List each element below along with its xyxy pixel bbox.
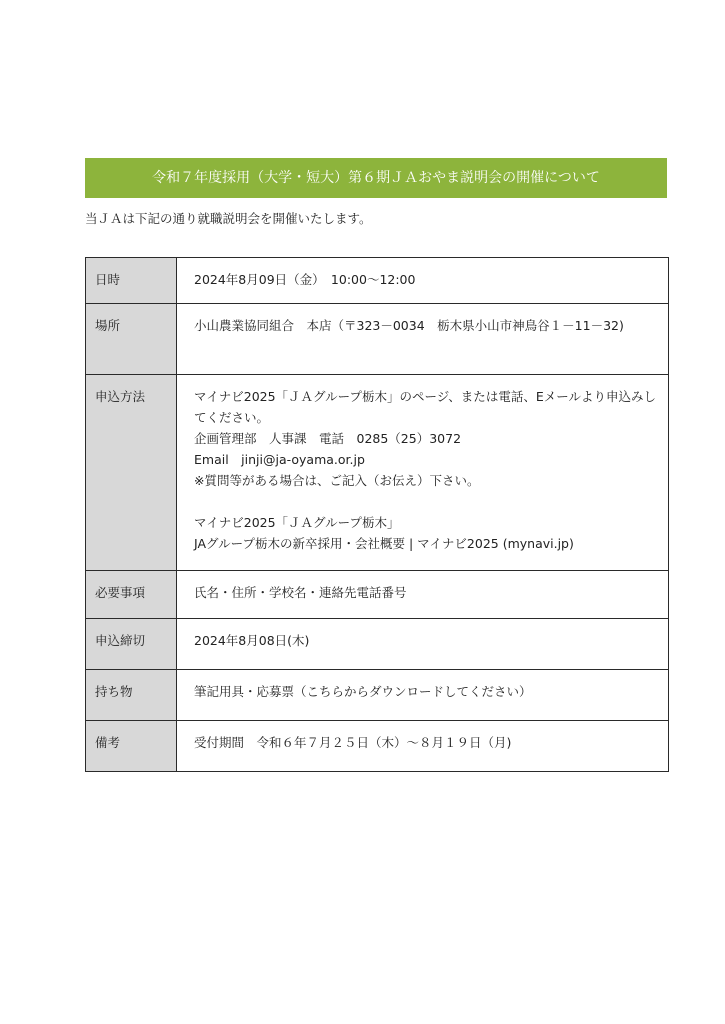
items-value-cell	[177, 670, 669, 721]
place-label-cell	[86, 304, 177, 375]
items-label-cell	[86, 670, 177, 721]
deadline-label-cell	[86, 619, 177, 670]
apply-value-cell	[177, 375, 669, 571]
table-row-place	[86, 304, 669, 375]
apply-phone: 企画管理部 人事課 電話 0285（25）3072	[194, 431, 462, 446]
requirements-label: 必要事項	[95, 585, 146, 600]
table-row-date	[86, 258, 669, 304]
date-value: 2024年8月09日（金） 10:00～12:00	[194, 272, 416, 287]
apply-email[interactable]: Email jinji@ja-oyama.or.jp	[194, 452, 365, 467]
place-value: 小山農業協同組合 本店（〒323－0034 栃木県小山市神鳥谷１－11－32)	[194, 318, 624, 333]
spacer	[194, 491, 660, 512]
intro-text: 当ＪＡは下記の通り就職説明会を開催いたします。	[85, 211, 372, 226]
notes-value-cell	[177, 721, 669, 772]
apply-label-cell	[86, 375, 177, 571]
deadline-label: 申込締切	[95, 633, 146, 648]
items-label: 持ち物	[95, 684, 133, 699]
table-row-items	[86, 670, 669, 721]
notes-value: 受付期間 令和６年７月２５日（木）～８月１９日（月)	[194, 735, 512, 750]
table-row-apply	[86, 375, 669, 571]
mynavi-name: マイナビ2025「ＪＡグループ栃木」	[194, 515, 400, 530]
date-label: 日時	[95, 272, 121, 287]
deadline-value: 2024年8月08日(木)	[194, 633, 310, 648]
requirements-label-cell	[86, 571, 177, 619]
apply-method-text: マイナビ2025「ＪＡグループ栃木」のページ、または電話、Eメールより申込みしてください。	[194, 389, 656, 425]
table-row-requirements	[86, 571, 669, 619]
table-row-notes	[86, 721, 669, 772]
page-title: 令和７年度採用（大学・短大）第６期ＪＡおやま説明会の開催について	[85, 158, 667, 198]
apply-question-note: ※質問等がある場合は、ご記入（お伝え）下さい。	[194, 473, 480, 488]
notes-label-cell	[86, 721, 177, 772]
apply-label: 申込方法	[95, 389, 146, 404]
requirements-value: 氏名・住所・学校名・連絡先電話番号	[194, 585, 407, 600]
date-value-cell	[177, 258, 669, 304]
mynavi-link[interactable]: JAグループ栃木の新卒採用・会社概要 | マイナビ2025 (mynavi.jp)	[194, 536, 574, 551]
place-label: 場所	[95, 318, 121, 333]
notes-label: 備考	[95, 735, 121, 750]
deadline-value-cell	[177, 619, 669, 670]
info-table	[85, 257, 669, 772]
requirements-value-cell	[177, 571, 669, 619]
table-row-deadline	[86, 619, 669, 670]
items-value-link[interactable]: 筆記用具・応募票（こちらからダウンロードしてください）	[194, 684, 532, 699]
date-label-cell	[86, 258, 177, 304]
place-value-cell	[177, 304, 669, 375]
